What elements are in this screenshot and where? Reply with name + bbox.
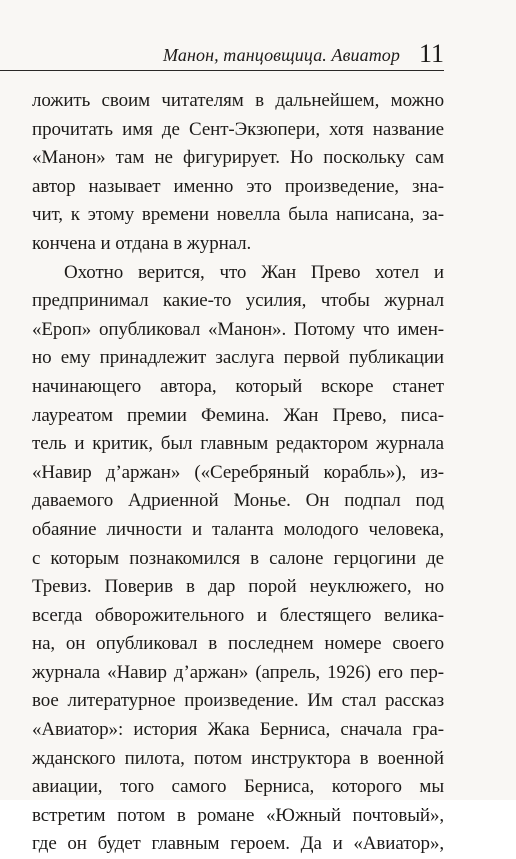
text-line: обаяние личности и таланта молодого человека, xyxy=(32,518,444,540)
text-line: Охотно верится, что Жан Прево хотел и xyxy=(64,261,444,283)
text-line: «Навир д’аржан» («Серебряный корабль»), из- xyxy=(32,461,444,483)
text-line: всегда обворожительного и блестящего велика- xyxy=(32,604,444,626)
text-line: прочитать имя де Сент-Экзюпери, хотя название xyxy=(32,118,444,140)
page-number: 11 xyxy=(418,39,444,68)
text-line: жданского пилота, потом инструктора в военной xyxy=(32,747,444,769)
text-line: «Авиатор»: история Жака Берниса, сначала гра- xyxy=(32,719,444,741)
text-line: начинающего автора, который вскоре станет xyxy=(32,375,444,397)
text-line: но ему принадлежит заслуга первой публикации xyxy=(32,347,444,369)
text-line: кончена и отдана в журнал. xyxy=(32,232,252,254)
text-line: предпринимал какие-то усилия, чтобы журнал xyxy=(32,290,444,312)
text-line: встретим потом в романе «Южный почтовый», xyxy=(32,804,444,826)
text-line: чит, к этому времени новелла была написана, за- xyxy=(32,204,444,226)
body-text xyxy=(32,87,444,859)
text-line: «Манон» там не фигурирует. Но поскольку сам xyxy=(32,147,444,169)
text-line: авиации, того самого Берниса, которого мы xyxy=(32,776,444,798)
text-line: автор называет именно это произведение, зна- xyxy=(32,175,444,197)
text-line: лауреатом премии Фемина. Жан Прево, писа- xyxy=(32,404,444,426)
text-line: вое литературное произведение. Им стал рассказ xyxy=(32,690,444,712)
text-line: на, он опубликовал в последнем номере своего xyxy=(32,633,444,655)
text-line: журнала «Навир д’аржан» (апрель, 1926) его пер- xyxy=(32,661,444,683)
text-line: «Ероп» опубликовал «Манон». Потому что имен- xyxy=(32,318,444,340)
text-line: ложить своим читателям в дальнейшем, можно xyxy=(32,90,444,111)
text-line: тель и критик, был главным редактором журнала xyxy=(32,433,444,455)
text-line: Тревиз. Поверив в дар порой неуклюжего, но xyxy=(32,576,444,598)
text-line: с которым познакомился в салоне герцогини де xyxy=(32,547,444,569)
text-line: где он будет главным героем. Да и «Авиатор», xyxy=(32,833,444,855)
running-header xyxy=(0,39,444,71)
running-title: Манон, танцовщица. Авиатор xyxy=(163,45,400,65)
text-line: даваемого Адриенной Монье. Он подпал под xyxy=(32,490,444,512)
